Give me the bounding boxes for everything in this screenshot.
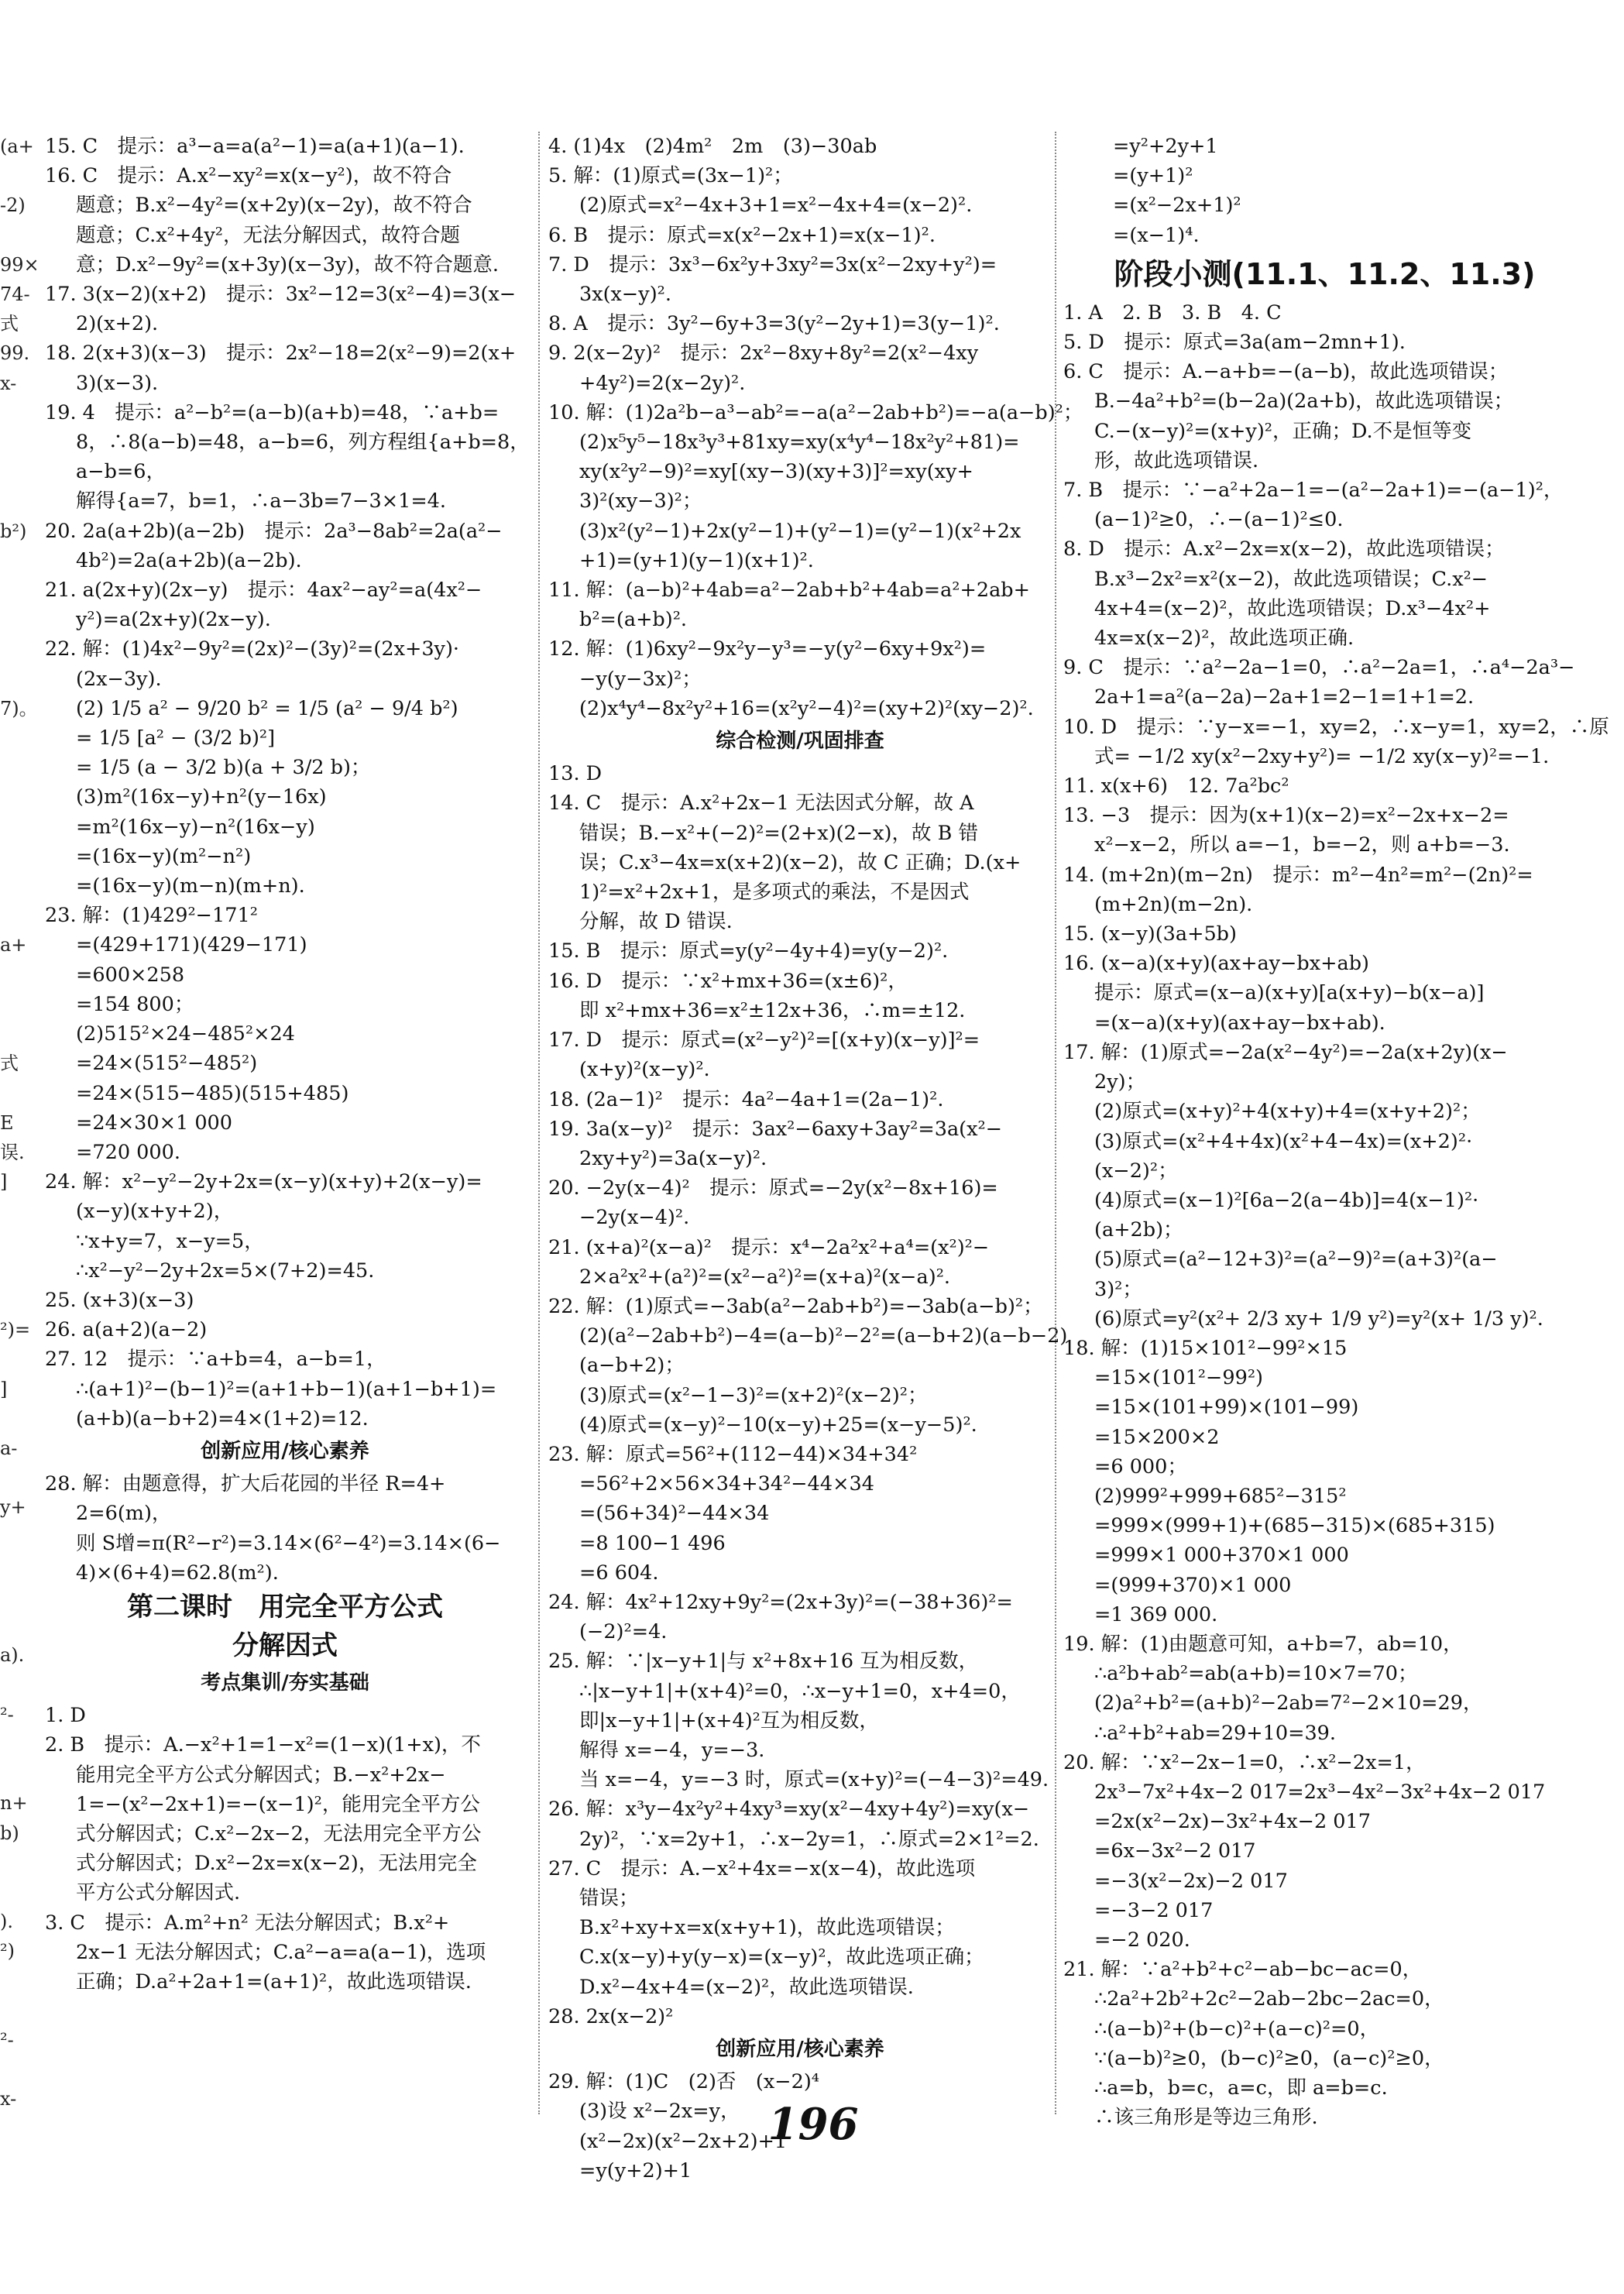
edge-fragment xyxy=(0,990,31,1019)
answer-line: 13. D xyxy=(548,762,603,786)
answer-line: 21. 解：∵a²+b²+c²−ab−bc−ac=0， xyxy=(1063,1958,1423,1982)
edge-fragment: (a+ xyxy=(0,136,34,157)
answer-line: (2)x⁴y⁴−8x²y²+16=(x²y²−4)²=(xy+2)²(xy−2)². xyxy=(579,696,1034,720)
answer-line: 27. C 提示：A.−x²+4x=−x(x−4)，故此选项 xyxy=(548,1856,976,1880)
answer-line: 21. a(2x+y)(2x−y) 提示：4ax²−ay²=a(4x²− xyxy=(45,579,482,603)
answer-line: 13. −3 提示：因为(x+1)(x−2)=x²−2x+x−2= xyxy=(1063,804,1509,828)
page-number: 196 xyxy=(767,2099,859,2150)
answer-line: a−b=6， xyxy=(76,460,166,484)
answer-line: 14. (m+2n)(m−2n) 提示：m²−4n²=m²−(2n)²= xyxy=(1063,863,1533,887)
answer-line: 能用完全平方公式分解因式；B.−x²+2x− xyxy=(76,1763,446,1787)
edge-fragment: b) xyxy=(0,1822,19,1844)
answer-line: =−3−2 017 xyxy=(1094,1898,1214,1922)
answer-line: (3)m²(16x−y)+n²(y−16x) xyxy=(76,785,327,809)
answer-line: (2)515²×24−485²×24 xyxy=(76,1022,295,1046)
answer-line: =1 369 000. xyxy=(1094,1602,1218,1626)
answer-line: 2y)； xyxy=(1094,1070,1146,1094)
answer-line: 9. 2(x−2y)² 提示：2x²−8xy+8y²=2(x²−4xy xyxy=(548,342,979,366)
left-edge-cut-text xyxy=(0,132,39,2114)
answer-line: 17. 解：(1)原式=−2a(x²−4y²)=−2a(x+2y)(x− xyxy=(1063,1040,1508,1064)
answer-line: (3)原式=(x²−1−3)²=(x+2)²(x−2)²； xyxy=(579,1383,928,1407)
edge-fragment: ²)= xyxy=(0,1319,31,1341)
section-heading: 分解因式 xyxy=(232,1629,338,1661)
edge-fragment: a). xyxy=(0,1644,25,1667)
answer-line: 16. (x−a)(x+y)(ax+ay−bx+ab) xyxy=(1063,952,1369,976)
edge-fragment xyxy=(0,1463,31,1492)
answer-line: 2y)²，∵x=2y+1，∴x−2y=1，∴原式=2×1²=2. xyxy=(579,1827,1039,1851)
answer-line: 2x−1 无法分解因式；C.a²−a=a(a−1)，选项 xyxy=(76,1940,486,1964)
answer-line: =(56+34)²−44×34 xyxy=(579,1502,770,1526)
answer-line: x²−x−2，所以 a=−1，b=−2，则 a+b=−3. xyxy=(1094,833,1510,857)
answer-line: (3)x²(y²−1)+2x(y²−1)+(y²−1)=(y²−1)(x²+2x xyxy=(579,519,1021,543)
answer-line: 4b²)=2a(a+2b)(a−2b). xyxy=(76,548,302,572)
answer-line: xy(x²y²−9)²=xy[(xy−3)(xy+3)]²=xy(xy+ xyxy=(579,460,973,484)
edge-fragment xyxy=(0,1552,31,1581)
edge-fragment: ²- xyxy=(0,2029,14,2051)
answer-line: 19. 解：(1)由题意可知，a+b=7，ab=10， xyxy=(1063,1632,1463,1656)
answer-line: (x²−2x)(x²−2x+2)+1 xyxy=(579,2129,788,2153)
edge-fragment xyxy=(0,960,31,990)
answer-line: (x−2)²； xyxy=(1094,1159,1178,1183)
answer-line: =(429+171)(429−171) xyxy=(76,933,307,957)
edge-fragment xyxy=(0,665,31,694)
answer-line: 26. a(a+2)(a−2) xyxy=(45,1318,208,1342)
answer-line: 6. C 提示：A.−a+b=−(a−b)，故此选项错误； xyxy=(1063,360,1509,384)
answer-line: (a+2b)； xyxy=(1094,1218,1183,1242)
answer-line: 9. C 提示：∵a²−2a−1=0，∴a²−2a=1，∴a⁴−2a³− xyxy=(1063,656,1575,680)
edge-fragment: ). xyxy=(0,1911,13,1933)
edge-fragment xyxy=(0,546,31,575)
answer-line: 式分解因式；C.x²−2x−2，无法用完全平方公 xyxy=(76,1822,482,1846)
edge-fragment: ²- xyxy=(0,1703,14,1726)
answer-line: =2x(x²−2x)−3x²+4x−2 017 xyxy=(1094,1810,1371,1834)
answer-line: 即|x−y+1|+(x+4)²互为相反数， xyxy=(579,1708,879,1733)
column-left xyxy=(45,132,530,1997)
answer-line: (x−y)(x+y+2)， xyxy=(76,1200,234,1224)
answer-line: 23. 解：(1)429²−171² xyxy=(45,904,258,928)
answer-line: 4x+4=(x−2)²，故此选项错误；D.x³−4x²+ xyxy=(1094,596,1491,620)
answer-line: 1)²=x²+2x+1，是多项式的乘法，不是因式 xyxy=(579,881,970,905)
answer-line: =720 000. xyxy=(76,1140,180,1164)
edge-fragment: a+ xyxy=(0,934,27,956)
answer-line: 题意；C.x²+4y²，无法分解因式，故符合题 xyxy=(76,223,461,247)
answer-line: 24. 解：x²−y²−2y+2x=(x−y)(x+y)+2(x−y)= xyxy=(45,1170,482,1194)
answer-line: 20. 2a(a+2b)(a−2b) 提示：2a³−8ab²=2a(a²− xyxy=(45,519,503,543)
answer-line: 4x=x(x−2)²，故此选项正确. xyxy=(1094,627,1354,651)
answer-line: +4y²)=2(x−2y)². xyxy=(579,371,746,395)
answer-line: 15. (x−y)(3a+5b) xyxy=(1063,922,1237,946)
answer-line: 4. (1)4x (2)4m² 2m (3)−30ab xyxy=(548,135,877,158)
edge-fragment xyxy=(0,1966,31,1996)
answer-line: (3)设 x²−2x=y， xyxy=(579,2100,740,2124)
edge-fragment xyxy=(0,428,31,457)
answer-line: 21. (x+a)²(x−a)² 提示：x⁴−2a²x²+a⁴=(x²)²− xyxy=(548,1235,990,1259)
edge-fragment xyxy=(0,1256,31,1286)
answer-line: 当 x=−4，y=−3 时，原式=(x+y)²=(−4−3)²=49. xyxy=(579,1768,1049,1792)
edge-fragment: E xyxy=(0,1111,14,1134)
edge-fragment xyxy=(0,634,31,664)
edge-fragment: 99. xyxy=(0,342,30,365)
edge-fragment xyxy=(0,1227,31,1256)
answer-line: 10. 解：(1)2a²b−a³−ab²=−a(a²−2ab+b²)=−a(a−b)²； xyxy=(548,400,1083,424)
answer-line: 18. 2(x+3)(x−3) 提示：2x²−18=2(x²−9)=2(x+ xyxy=(45,342,517,366)
answer-line: 2a+1=a²(a−2a)−2a+1=2−1=1+1=2. xyxy=(1094,685,1475,709)
column-divider xyxy=(538,132,540,2114)
answer-line: 则 S增=π(R²−r²)=3.14×(6²−4²)=3.14×(6− xyxy=(76,1531,501,1555)
answer-line: (2)999²+999+685²−315² xyxy=(1094,1484,1347,1508)
edge-fragment: x- xyxy=(0,372,17,394)
answer-line: −2y(x−4)². xyxy=(579,1206,690,1230)
answer-line: 20. −2y(x−4)² 提示：原式=−2y(x²−8x+16)= xyxy=(548,1176,998,1200)
answer-line: 平方公式分解因式. xyxy=(76,1881,241,1905)
answer-line: ∴该三角形是等边三角形. xyxy=(1094,2106,1318,2130)
answer-line: 式= −1/2 xy(x²−2xy+y²)= −1/2 xy(x−y)²=−1. xyxy=(1094,744,1550,768)
answer-line: 11. 解：(a−b)²+4ab=a²−2ab+b²+4ab=a²+2ab+ xyxy=(548,579,1030,603)
edge-fragment xyxy=(0,1344,31,1374)
answer-line: (x+y)²(x−y)². xyxy=(579,1058,710,1082)
answer-line: =154 800； xyxy=(76,992,194,1016)
answer-line: 误；C.x³−4x=x(x+2)(x−2)，故 C 正确；D.(x+ xyxy=(579,850,1021,874)
answer-line: =(x−1)⁴. xyxy=(1113,223,1200,247)
edge-fragment: -2) xyxy=(0,194,26,217)
answer-line: 12. 解：(1)6xy²−9x²y−y³=−y(y²−6xy+9x²)= xyxy=(548,637,987,661)
answer-line: ∴x²−y²−2y+2x=5×(7+2)=45. xyxy=(76,1259,375,1283)
edge-fragment: ] xyxy=(0,1171,8,1193)
answer-line: C.−(x−y)²=(x+y)²，正确；D.不是恒等变 xyxy=(1094,419,1472,443)
answer-line: B.x²+xy+x=x(x+y+1)，故此选项错误； xyxy=(579,1916,955,1940)
answer-line: =6x−3x²−2 017 xyxy=(1094,1839,1256,1863)
answer-line: ∴(a+1)²−(b−1)²=(a+1+b−1)(a+1−b+1)= xyxy=(76,1377,497,1401)
answer-line: 1=−(x²−2x+1)=−(x−1)²，能用完全平方公 xyxy=(76,1792,480,1816)
answer-line: y²)=a(2x+y)(2x−y). xyxy=(76,608,271,632)
edge-fragment: 误. xyxy=(0,1141,25,1163)
answer-line: 29. 解：(1)C (2)否 (x−2)⁴ xyxy=(548,2070,820,2094)
answer-line: =8 100−1 496 xyxy=(579,1531,726,1555)
answer-line: 2. B 提示：A.−x²+1=1−x²=(1−x)(1+x)，不 xyxy=(45,1733,481,1757)
answer-line: 4)×(6+4)=62.8(m²). xyxy=(76,1561,279,1585)
edge-fragment xyxy=(0,161,31,191)
answer-line: 2×a²x²+(a²)²=(x²−a²)²=(x+a)²(x−a)². xyxy=(579,1265,951,1289)
answer-line: 10. D 提示：∵y−x=−1，xy=2，∴x−y=1，xy=2，∴原 xyxy=(1063,715,1609,739)
edge-fragment xyxy=(0,1523,31,1552)
edge-fragment xyxy=(0,221,31,250)
answer-line: (2)(a²−2ab+b²)−4=(a−b)²−2²=(a−b+2)(a−b−2) xyxy=(579,1324,1068,1348)
answer-line: 3)²； xyxy=(1094,1277,1142,1301)
answer-line: 3)²(xy−3)²； xyxy=(579,489,702,513)
answer-line: 提示：原式=(x−a)(x+y)[a(x+y)−b(x−a)] xyxy=(1094,981,1485,1005)
edge-fragment xyxy=(0,1996,31,2025)
answer-line: 28. 解：由题意得，扩大后花园的半径 R=4+ xyxy=(45,1472,446,1496)
answer-line: (−2)²=4. xyxy=(579,1620,668,1644)
edge-fragment xyxy=(0,605,31,634)
answer-line: 20. 解：∵x²−2x−1=0，∴x²−2x=1， xyxy=(1063,1750,1426,1774)
answer-line: 18. 解：(1)15×101²−99²×15 xyxy=(1063,1336,1348,1360)
answer-line: ∵x+y=7，x−y=5， xyxy=(76,1229,264,1253)
answer-line: =6 604. xyxy=(579,1561,659,1585)
answer-line: +1)=(y+1)(y−1)(x+1)². xyxy=(579,548,814,572)
answer-line: =m²(16x−y)−n²(16x−y) xyxy=(76,815,315,839)
answer-line: =−2 020. xyxy=(1094,1928,1190,1952)
answer-line: (4)原式=(x−1)²[6a−2(a−4b)]=4(x−1)²· xyxy=(1094,1188,1479,1212)
edge-fragment xyxy=(0,1848,31,1877)
answer-line: 7. D 提示：3x³−6x²y+3xy²=3x(x²−2xy+y²)= xyxy=(548,252,997,276)
answer-line: 正确；D.a²+2a+1=(a+1)²，故此选项错误. xyxy=(76,1969,472,1994)
edge-fragment xyxy=(0,1671,31,1700)
answer-line: 8，∴8(a−b)=48，a−b=6，列方程组{a+b=8， xyxy=(76,431,530,455)
edge-fragment: b²) xyxy=(0,520,27,542)
answer-line: 16. D 提示：∵x²+mx+36=(x±6)²， xyxy=(548,969,908,993)
answer-line: 22. 解：(1)4x²−9y²=(2x)²−(3y)²=(2x+3y)· xyxy=(45,637,460,661)
edge-fragment xyxy=(0,457,31,486)
edge-fragment: x- xyxy=(0,2088,17,2110)
answer-line: (6)原式=y²(x²+ 2/3 xy+ 1/9 y²)=y²(x+ 1/3 y)². xyxy=(1094,1307,1543,1331)
answer-line: ∴a²b+ab²=ab(a+b)=10×7=70； xyxy=(1094,1662,1418,1686)
answer-line: C.x(x−y)+y(y−x)=(x−y)²，故此选项正确； xyxy=(579,1945,984,1969)
section-heading: 综合检测/巩固排查 xyxy=(716,730,884,754)
answer-line: 错误；B.−x²+(−2)²=(2+x)(2−x)，故 B 错 xyxy=(579,821,978,845)
answer-line: 即 x²+mx+36=x²±12x+36，∴m=±12. xyxy=(579,998,966,1022)
answer-line: 3. C 提示：A.m²+n² 无法分解因式；B.x²+ xyxy=(45,1911,450,1935)
answer-line: =y(y+2)+1 xyxy=(579,2158,692,2182)
answer-line: 22. 解：(1)原式=−3ab(a²−2ab+b²)=−3ab(a−b)²； xyxy=(548,1294,1043,1318)
edge-fragment: 74- xyxy=(0,283,30,306)
answer-line: b²=(a+b)². xyxy=(579,608,688,632)
answer-line: (2)原式=x²−4x+3+1=x²−4x+4=(x−2)². xyxy=(579,194,973,218)
edge-fragment: 7)。 xyxy=(0,697,38,719)
answer-line: 形，故此选项错误. xyxy=(1094,448,1259,472)
answer-line: 5. 解：(1)原式=(3x−1)²； xyxy=(548,164,793,188)
answer-line: =999×1 000+370×1 000 xyxy=(1094,1544,1349,1568)
answer-line: =(y+1)² xyxy=(1113,164,1193,188)
answer-line: 解得{a=7，b=1，∴a−3b=7−3×1=4. xyxy=(76,489,447,513)
answer-line: 题意；B.x²−4y²=(x+2y)(x−2y)，故不符合 xyxy=(76,194,472,218)
edge-fragment xyxy=(0,486,31,516)
edge-fragment xyxy=(0,782,31,812)
edge-fragment: 式 xyxy=(0,313,19,335)
answer-line: ∴|x−y+1|+(x+4)²=0，∴x−y+1=0，x+4=0， xyxy=(579,1679,1021,1703)
answer-line: 25. (x+3)(x−3) xyxy=(45,1288,194,1312)
section-heading: 考点集训/夯实基础 xyxy=(201,1671,369,1695)
answer-line: =24×30×1 000 xyxy=(76,1111,232,1135)
answer-line: (3)原式=(x²+4+4x)(x²+4−4x)=(x+2)²· xyxy=(1094,1129,1473,1153)
answer-line: 15. C 提示：a³−a=a(a²−1)=a(a+1)(a−1). xyxy=(45,135,465,158)
section-heading: 阶段小测(11.1、11.2、11.3) xyxy=(1114,256,1536,291)
answer-line: 7. B 提示：∵−a²+2a−1=−(a²−2a+1)=−(a−1)²， xyxy=(1063,479,1564,503)
answer-line: 解得 x=−4，y=−3. xyxy=(579,1738,765,1762)
edge-fragment: a- xyxy=(0,1437,18,1459)
answer-line: =(x²−2x+1)² xyxy=(1113,194,1241,218)
edge-fragment xyxy=(0,1286,31,1315)
answer-line: =24×(515−485)(515+485) xyxy=(76,1081,349,1105)
edge-fragment xyxy=(0,575,31,605)
answer-line: (2)a²+b²=(a+b)²−2ab=7²−2×10=29， xyxy=(1094,1691,1483,1715)
answer-line: (5)原式=(a²−12+3)²=(a²−9)²=(a+3)²(a− xyxy=(1094,1248,1498,1272)
column-divider xyxy=(1055,132,1056,2114)
answer-line: 8. A 提示：3y²−6y+3=3(y²−2y+1)=3(y−1)². xyxy=(548,312,1000,336)
answer-line: ∴a²+b²+ab=29+10=39. xyxy=(1094,1721,1337,1745)
answer-line: 28. 2x(x−2)² xyxy=(548,2004,674,2028)
answer-line: B.x³−2x²=x²(x−2)，故此选项错误；C.x²− xyxy=(1094,567,1488,591)
answer-line: ∴(a−b)²+(b−c)²+(a−c)²=0， xyxy=(1094,2017,1380,2041)
answer-line: 16. C 提示：A.x²−xy²=x(x−y²)，故不符合 xyxy=(45,164,452,188)
edge-fragment xyxy=(0,1729,31,1759)
answer-line: =y²+2y+1 xyxy=(1113,135,1218,158)
answer-line: 14. C 提示：A.x²+2x−1 无法因式分解，故 A xyxy=(548,792,974,816)
edge-fragment xyxy=(0,1404,31,1434)
answer-line: 2xy+y²)=3a(x−y)². xyxy=(579,1146,767,1170)
edge-fragment xyxy=(0,723,31,753)
edge-fragment xyxy=(0,812,31,842)
answer-line: (a−1)²≥0，∴−(a−1)²≤0. xyxy=(1094,508,1344,532)
answer-line: 式分解因式；D.x²−2x=x(x−2)，无法用完全 xyxy=(76,1852,477,1876)
answer-line: =56²+2×56×34+34²−44×34 xyxy=(579,1472,874,1496)
answer-line: =24×(515²−485²) xyxy=(76,1052,258,1076)
answer-line: ∴a=b，b=c，a=c，即 a=b=c. xyxy=(1094,2076,1388,2100)
answer-line: (2)x⁵y⁵−18x³y³+81xy=xy(x⁴y⁴−18x²y²+81)= xyxy=(579,431,1020,455)
edge-fragment xyxy=(0,1079,31,1108)
edge-fragment xyxy=(0,2055,31,2084)
answer-line: 23. 解：原式=56²+(112−44)×34+34² xyxy=(548,1442,918,1466)
answer-line: =15×(101+99)×(101−99) xyxy=(1094,1396,1359,1420)
answer-line: B.−4a²+b²=(b−2a)(2a+b)，故此选项错误； xyxy=(1094,390,1514,414)
answer-line: =15×200×2 xyxy=(1094,1425,1220,1449)
answer-line: 15. B 提示：原式=y(y²−4y+4)=y(y−2)². xyxy=(548,939,949,963)
answer-line: =(999+370)×1 000 xyxy=(1094,1573,1292,1597)
answer-line: 6. B 提示：原式=x(x²−2x+1)=x(x−1)². xyxy=(548,223,936,247)
answer-line: 11. x(x+6) 12. 7a²bc² xyxy=(1063,774,1289,798)
answer-line: 27. 12 提示：∵a+b=4，a−b=1， xyxy=(45,1348,386,1372)
answer-line: (2) 1/5 a² − 9/20 b² = 1/5 (a² − 9/4 b²) xyxy=(76,696,458,720)
answer-line: 2)(x+2). xyxy=(76,312,159,336)
answer-line: 错误； xyxy=(579,1886,639,1910)
edge-fragment xyxy=(0,871,31,901)
edge-fragment: y+ xyxy=(0,1496,26,1519)
answer-line: (a−b+2)； xyxy=(579,1354,685,1378)
answer-line: ∵(a−b)²≥0，(b−c)²≥0，(a−c)²≥0， xyxy=(1094,2046,1444,2070)
answer-line: =−3(x²−2x)−2 017 xyxy=(1094,1869,1288,1893)
answer-line: =(x−a)(x+y)(ax+ay−bx+ab). xyxy=(1094,1011,1385,1035)
edge-fragment: ²) xyxy=(0,1940,15,1963)
answer-line: 分解，故 D 错误. xyxy=(579,910,733,934)
edge-fragment xyxy=(0,1877,31,1907)
answer-line: D.x²−4x+4=(x−2)²，故此选项错误. xyxy=(579,1975,914,1999)
answer-line: =(16x−y)(m²−n²) xyxy=(76,844,252,868)
answer-line: (a+b)(a−b+2)=4×(1+2)=12. xyxy=(76,1406,369,1430)
answer-line: 24. 解：4x²+12xy+9y²=(2x+3y)²=(−38+36)²= xyxy=(548,1590,1013,1614)
edge-fragment: ] xyxy=(0,1378,8,1400)
edge-fragment: n+ xyxy=(0,1792,28,1815)
answer-line: ∴2a²+2b²+2c²−2ab−2bc−2ac=0， xyxy=(1094,1987,1444,2011)
answer-line: 17. 3(x−2)(x+2) 提示：3x²−12=3(x²−4)=3(x− xyxy=(45,283,517,307)
answer-line: =(16x−y)(m−n)(m+n). xyxy=(76,874,305,898)
answer-line: =600×258 xyxy=(76,963,185,987)
edge-fragment: 式 xyxy=(0,1053,19,1075)
answer-line: 19. 3a(x−y)² 提示：3ax²−6axy+3ay²=3a(x²− xyxy=(548,1117,1003,1141)
section-heading: 第二课时 用完全平方公式 xyxy=(127,1591,443,1623)
column-middle xyxy=(548,132,1083,2186)
edge-fragment xyxy=(0,1759,31,1788)
answer-line: 18. (2a−1)² 提示：4a²−4a+1=(2a−1)². xyxy=(548,1087,944,1111)
edge-fragment xyxy=(0,1019,31,1049)
answer-line: 26. 解：x³y−4x²y²+4xy³=xy(x²−4xy+4y²)=xy(x− xyxy=(548,1798,1030,1822)
answer-line: (m+2n)(m−2n). xyxy=(1094,892,1253,916)
edge-fragment xyxy=(0,1611,31,1640)
answer-line: 2=6(m)， xyxy=(76,1502,172,1526)
edge-fragment xyxy=(0,398,31,428)
answer-line: 3)(x−3). xyxy=(76,371,159,395)
answer-line: =999×(999+1)+(685−315)×(685+315) xyxy=(1094,1514,1495,1538)
edge-fragment xyxy=(0,842,31,871)
answer-line: 5. D 提示：原式=3a(am−2mn+1). xyxy=(1063,331,1406,355)
section-heading: 创新应用/核心素养 xyxy=(201,1439,369,1463)
answer-line: 17. D 提示：原式=(x²−y²)²=[(x+y)(x−y)]²= xyxy=(548,1029,980,1053)
edge-fragment xyxy=(0,1197,31,1226)
edge-fragment xyxy=(0,1581,31,1611)
column-right xyxy=(1063,132,1609,2132)
answer-line: =6 000； xyxy=(1094,1454,1187,1478)
answer-line: 25. 解：∵|x−y+1|与 x²+8x+16 互为相反数， xyxy=(548,1650,979,1674)
answer-line: = 1/5 [a² − (3/2 b)²] xyxy=(76,726,276,750)
edge-fragment xyxy=(0,753,31,782)
answer-line: 2x³−7x²+4x−2 017=2x³−4x²−3x²+4x−2 017 xyxy=(1094,1780,1546,1804)
answer-line: (4)原式=(x−y)²−10(x−y)+25=(x−y−5)². xyxy=(579,1413,977,1437)
edge-fragment xyxy=(0,901,31,930)
answer-line: 19. 4 提示：a²−b²=(a−b)(a+b)=48，∵a+b= xyxy=(45,400,500,424)
answer-line: (2x−3y). xyxy=(76,667,162,691)
answer-line: 1. A 2. B 3. B 4. C xyxy=(1063,300,1282,325)
answer-line: 1. D xyxy=(45,1704,86,1728)
section-heading: 创新应用/核心素养 xyxy=(716,2038,884,2061)
answer-line: (2)原式=(x+y)²+4(x+y)+4=(x+y+2)²； xyxy=(1094,1100,1481,1124)
answer-line: =15×(101²−99²) xyxy=(1094,1366,1264,1390)
answer-line: −y(y−3x)²； xyxy=(579,667,702,691)
answer-line: = 1/5 (a − 3/2 b)(a + 3/2 b)； xyxy=(76,756,371,780)
answer-line: 意；D.x²−9y²=(x+3y)(x−3y)，故不符合题意. xyxy=(76,252,499,276)
answer-line: 3x(x−y)². xyxy=(579,283,671,307)
answer-line: 8. D 提示：A.x²−2x=x(x−2)，故此选项错误； xyxy=(1063,537,1505,561)
edge-fragment: 99× xyxy=(0,253,39,276)
